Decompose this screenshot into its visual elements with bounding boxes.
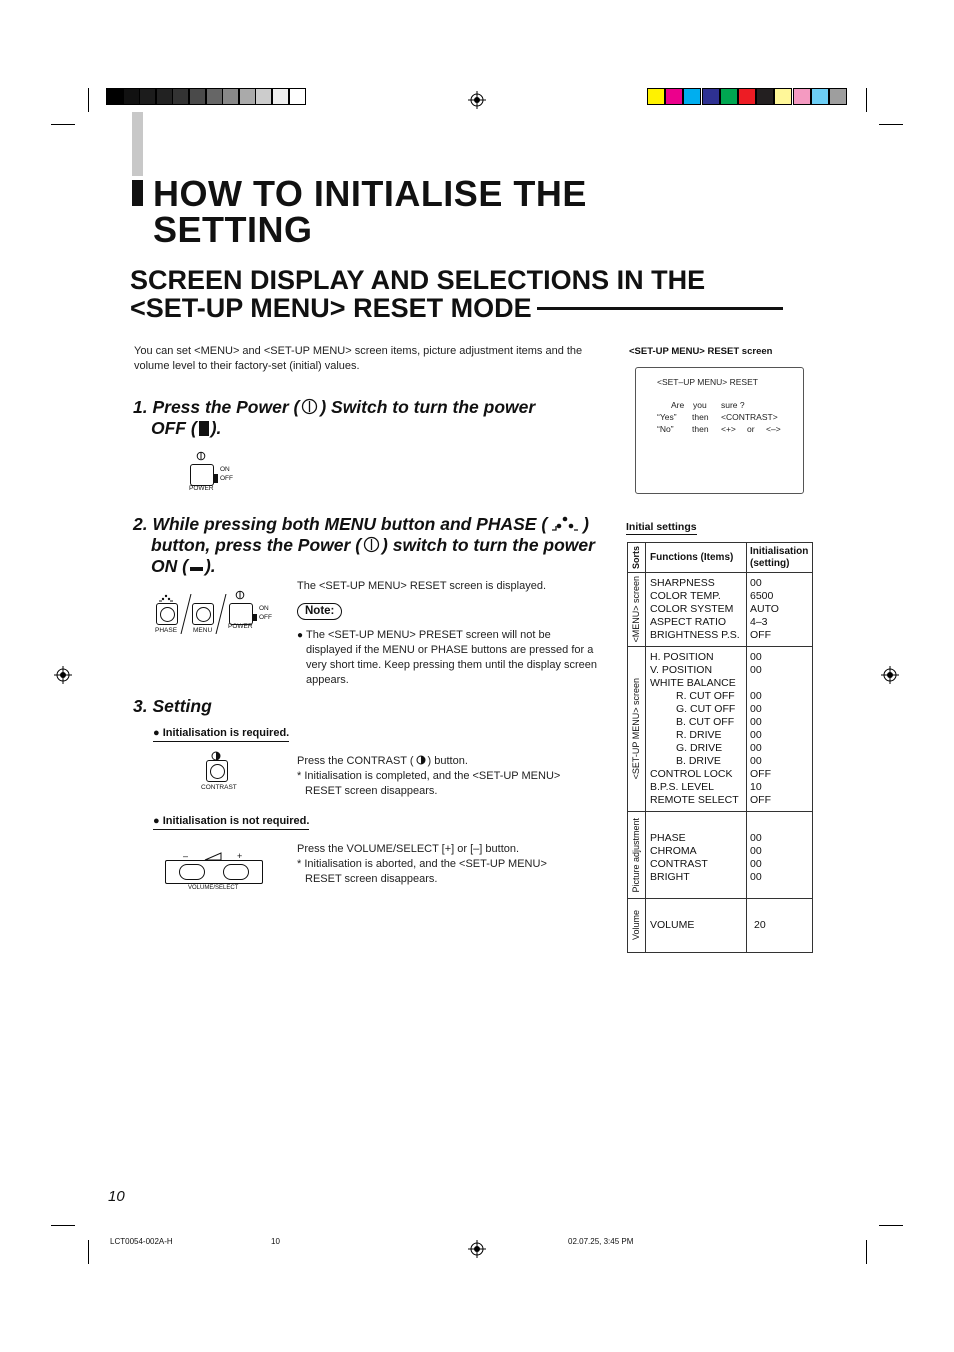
function-item: COLOR SYSTEM [650,603,734,615]
functions-cell [646,812,747,899]
gray-swatch [106,88,123,105]
note-label: Note: [297,603,342,620]
crop-mark [879,124,903,125]
function-item: B. CUT OFF [676,716,735,728]
on-label: ON [220,466,230,473]
setting-value: OFF [750,794,771,806]
power-symbol-icon [196,451,206,461]
step-2-text: ) [583,514,589,534]
table-row [628,647,813,812]
setting-value [750,677,812,690]
function-item: V. POSITION [650,664,713,676]
sort-label: Volume [631,910,641,941]
setting-value: 6500 [750,590,774,602]
gray-swatch [206,88,223,105]
off-label: OFF [220,475,233,482]
off-label: OFF [259,614,272,621]
phase-button[interactable] [156,603,178,625]
power-symbol-icon [363,536,380,553]
volume-select-label: VOLUME/SELECT [188,885,239,891]
reset-screen-text: <CONTRAST> [721,412,778,422]
crop-mark [51,124,75,125]
sort-label: <SET-UP MENU> screen [631,678,641,780]
color-swatch [683,88,701,105]
required-label: Initialisation is required. [162,727,290,739]
header-sorts [628,543,646,573]
initial-settings-table [627,542,813,953]
function-item: REMOTE SELECT [650,794,739,806]
gray-swatch [255,88,272,105]
gray-swatch [156,88,173,105]
step-2-text: ). [204,556,216,576]
required-text-line: Press the CONTRAST ( [297,755,414,767]
volume-minus-button[interactable] [179,864,205,880]
reset-screen-preview [635,367,804,494]
crop-mark [88,88,89,112]
power-label: POWER [228,623,253,630]
function-item: COLOR TEMP. [650,590,721,602]
menu-label: MENU [193,627,213,634]
bullet-icon: ● [153,727,163,739]
function-item: H. POSITION [650,651,714,663]
volume-select-button-frame [165,860,263,884]
reset-screen-text: then [692,424,709,434]
crop-mark [866,88,867,112]
setting-value: OFF [750,768,771,780]
table-header-row [628,543,813,573]
setting-value: 00 [750,742,762,754]
color-swatch [738,88,756,105]
step-1-text: OFF ( [151,418,197,438]
not-required-text-line: Press the VOLUME/SELECT [+] or [–] button. [297,843,520,855]
values-cell [747,812,813,899]
section-heading-line1: SCREEN DISPLAY AND SELECTIONS IN THE [130,265,706,295]
function-item: PHASE [650,832,686,844]
gray-swatch [272,88,289,105]
setting-value: 00 [750,832,762,844]
step-3-heading: 3. Setting [133,696,212,716]
reset-screen-text: sure ? [721,400,745,410]
setting-value: AUTO [750,603,779,615]
sort-cell [628,573,646,647]
gray-swatch [172,88,189,105]
function-item: G. CUT OFF [676,703,736,715]
function-item: WHITE BALANCE [650,677,736,689]
intro-text: You can set <MENU> and <SET-UP MENU> screen items, picture adjustment items and the volume level to their factory-set (initial) values. [134,345,583,372]
setting-value: 00 [750,858,762,870]
setting-value: 4–3 [750,616,768,628]
gray-swatch [123,88,140,105]
crop-mark [866,1240,867,1264]
required-text-line: * Initialisation is completed, and the <SET-UP MENU> [297,770,561,782]
registration-mark-icon [54,666,72,684]
function-item: CHROMA [650,845,697,857]
phase-symbol-icon [550,515,580,532]
switch-indicator [214,474,218,483]
header-init-text: (setting) [750,557,790,569]
page-title-line2: SETTING [153,209,313,250]
reset-screen-text: “Yes” [657,412,677,422]
required-text-line: RESET screen disappears. [305,785,438,797]
power-symbol-icon [301,398,318,415]
on-label: ON [259,605,269,612]
function-item: CONTRAST [650,858,708,870]
color-swatch [756,88,774,105]
divider [179,594,193,634]
color-swatch [774,88,792,105]
bullet-icon: ● [153,815,163,827]
setting-value: 00 [750,664,762,676]
reset-screen-text: <+> [721,424,736,434]
footer-page: 10 [271,1237,280,1246]
reset-screen-text: <–> [766,424,781,434]
on-position-icon [190,567,203,571]
step-2-text: button, press the Power ( [151,535,362,555]
crop-mark [879,1225,903,1226]
sort-cell [628,647,646,812]
required-text [297,754,597,799]
values-cell [747,647,813,812]
values-cell [747,573,813,647]
color-swatch [665,88,683,105]
registration-mark-icon [468,1240,486,1258]
setting-value: 00 [750,871,762,883]
table-row [628,573,813,647]
color-swatch [647,88,665,105]
functions-cell [646,573,747,647]
step-1 [133,397,603,439]
functions-cell [646,899,747,953]
setting-value: 00 [750,703,762,715]
crop-mark [88,1240,89,1264]
color-swatch [811,88,829,105]
reset-screen-title: <SET–UP MENU> RESET [657,377,758,387]
setting-value: 00 [750,716,762,728]
section-heading-line2: <SET-UP MENU> RESET MODE [130,293,532,323]
sort-cell [628,812,646,899]
registration-mark-icon [468,91,486,109]
phase-label: PHASE [155,627,178,634]
setting-value: OFF [750,629,771,641]
gray-swatch [289,88,306,105]
function-item: CONTROL LOCK [650,768,733,780]
phase-symbol-icon [158,594,174,602]
setting-value: 00 [750,755,762,767]
function-item: BRIGHTNESS P.S. [650,629,740,641]
setting-value: 10 [750,781,762,793]
off-position-icon [199,421,209,436]
gray-swatch [222,88,239,105]
plus-label: + [237,851,243,861]
header-init-text: Initialisation [750,545,809,557]
registration-mark-icon [881,666,899,684]
reset-screen-text: then [692,412,709,422]
setting-value: 00 [750,690,762,702]
not-required-text [297,842,597,887]
section-heading [130,266,783,322]
setting-value: 00 [750,577,762,589]
step-2-text: 2. While pressing both MENU button and PHASE ( [133,514,548,534]
functions-cell [646,647,747,812]
page-title [153,173,587,250]
setting-value: 00 [750,729,762,741]
step-2-text: ) switch to turn the power [382,535,595,555]
reset-screen-text: Are [671,400,685,410]
minus-label: – [183,851,189,861]
not-required-label: Initialisation is not required. [162,815,310,827]
not-required-text-line: RESET screen disappears. [305,873,438,885]
menu-button[interactable] [192,603,214,625]
reset-screen-text: “No” [657,424,674,434]
footer-date: 02.07.25, 3:45 PM [568,1237,634,1246]
not-required-heading [153,814,309,830]
power-button[interactable] [190,464,214,486]
table-row [628,812,813,899]
not-required-text-line: * Initialisation is aborted, and the <SET-UP MENU> [297,858,547,870]
page-title-line1: HOW TO INITIALISE THE [153,173,587,214]
crop-mark [51,1225,75,1226]
color-swatch [720,88,738,105]
function-item: VOLUME [650,919,695,931]
step-2 [133,514,613,577]
function-item: B.P.S. LEVEL [650,781,715,793]
color-swatch [793,88,811,105]
power-button[interactable] [229,603,253,625]
header-sorts-text: Sorts [631,545,641,569]
page-number: 10 [108,1188,125,1205]
sort-label: <MENU> screen [631,576,641,643]
switch-indicator [253,614,257,621]
initial-settings-caption: Initial settings [626,521,697,533]
required-text-line: ) button. [427,755,468,767]
gray-swatch [189,88,206,105]
function-item: ASPECT RATIO [650,616,727,628]
color-swatch [702,88,720,105]
section-tab [132,112,143,176]
divider [214,594,228,634]
function-item: G. DRIVE [676,742,723,754]
setting-value: 00 [750,651,762,663]
contrast-symbol-icon [416,755,426,765]
setting-value: 20 [754,919,766,931]
step-1-text: ). [210,418,222,438]
setting-value: 00 [750,845,762,857]
footer-code: LCT0054-002A-H [110,1237,173,1246]
volume-plus-button[interactable] [223,864,249,880]
step-2-description: The <SET-UP MENU> RESET screen is displayed. [297,580,547,592]
header-initialisation [747,543,813,573]
function-item: R. DRIVE [676,729,722,741]
bullet-icon: ● [297,630,304,641]
function-item: B. DRIVE [676,755,721,767]
power-label: POWER [189,485,214,492]
heading-rule [537,307,783,310]
step-1-text: ) Switch to turn the power [320,397,536,417]
required-heading [153,726,289,742]
title-marker [132,180,143,206]
reset-screen-text: you [693,400,707,410]
header-functions: Functions (Items) [646,543,747,573]
function-item: R. CUT OFF [676,690,735,702]
values-cell [747,899,813,953]
step-1-text: 1. Press the Power ( [133,397,300,417]
step-2-text: ON ( [151,556,188,576]
contrast-button[interactable] [206,760,228,782]
gray-swatch [139,88,156,105]
gray-swatch [239,88,256,105]
table-row [628,899,813,953]
contrast-label: CONTRAST [201,784,237,791]
function-item: BRIGHT [650,871,690,883]
reset-screen-caption: <SET-UP MENU> RESET screen [629,346,773,357]
sort-cell [628,899,646,953]
power-symbol-icon [235,590,245,600]
function-item: SHARPNESS [650,577,715,589]
color-swatch [829,88,847,105]
sort-label: Picture adjustment [631,817,641,893]
note-text: The <SET-UP MENU> PRESET screen will not be displayed if the MENU or PHASE buttons are pressed for a very short time. Keep pressing them until the display screen appears. [306,629,598,686]
reset-screen-text: or [747,424,755,434]
